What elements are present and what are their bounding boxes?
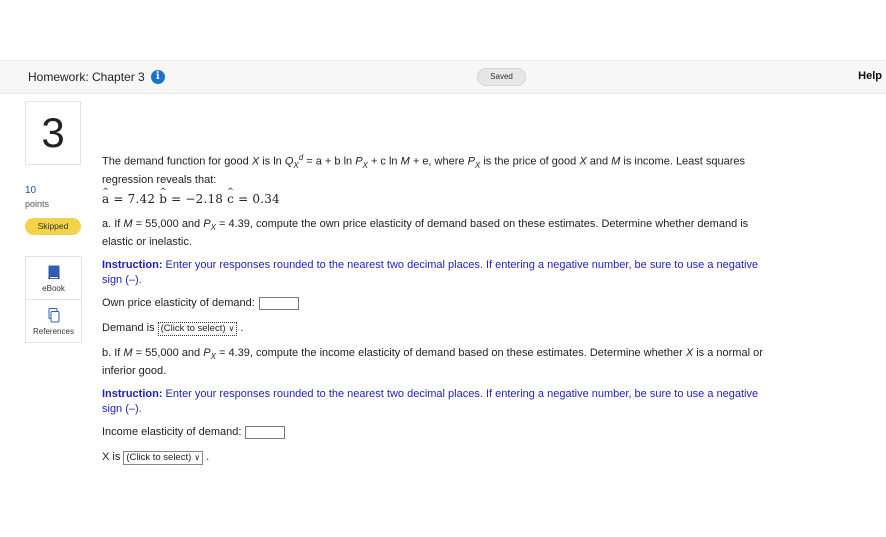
part-a-prompt: a. If M = 55,000 and $P_X = 4.39$, compute the own price elasticity of demand based on these estimates. Determine whether demand is elastic or inelastic. [102, 217, 749, 249]
good-type-row: X is (Click to select) ∨ . [102, 451, 210, 464]
assignment-title-text: Homework: Chapter 3 [28, 70, 145, 84]
estimate-b: ^ b [159, 192, 167, 207]
question-body [102, 150, 772, 475]
question-intro: The demand function for good X is $\ln Q_X^d = a + b$ $\ln P_X + c$ ln M + e, where $P_X$ is the price of good X and M is income. Least squares regression reveals that: [102, 153, 746, 186]
chevron-down-icon: ∨ [228, 324, 235, 334]
estimate-c: ^ c [227, 192, 234, 207]
income-elasticity-row [102, 425, 772, 440]
skipped-status-badge: Skipped [25, 218, 81, 235]
references-button[interactable] [25, 299, 82, 343]
own-price-elasticity-input[interactable] [259, 297, 299, 310]
points-value: 10 [25, 185, 37, 196]
income-elasticity-label: Income elasticity of demand: [102, 426, 242, 439]
demand-is-label: Demand is [102, 322, 155, 335]
own-price-elasticity-label: Own price elasticity of demand: [102, 297, 255, 310]
regression-estimates: ^ a = 7.42 ^ b = −2.18 ^ c = 0.34 [102, 192, 772, 207]
assignment-header [0, 60, 886, 94]
chevron-down-icon: ∨ [194, 453, 201, 463]
points-label: points [25, 199, 50, 209]
ebook-label: eBook [42, 284, 65, 293]
part-a-instruction: Instruction: Enter your responses rounded to the nearest two decimal places. If entering a negative number, be sure to use a negative sign (–). [102, 259, 759, 287]
ebook-button[interactable] [25, 256, 82, 300]
info-icon[interactable]: i [151, 70, 165, 84]
demand-type-select[interactable]: (Click to select) ∨ [158, 322, 238, 336]
own-price-elasticity-row [102, 296, 772, 311]
part-b-prompt: b. If M = 55,000 and $P_X = 4.39$, compute the income elasticity of demand based on these estimates. Determine whether X is a normal or inferior good. [102, 347, 763, 378]
part-b-instruction: Instruction: Enter your responses rounded to the nearest two decimal places. If entering a negative number, be sure to use a negative sign (–). [102, 388, 759, 416]
demand-type-row: Demand is (Click to select) ∨ . [102, 322, 244, 335]
assignment-title [28, 70, 165, 84]
book-icon [48, 265, 60, 280]
references-label: References [33, 327, 74, 336]
income-elasticity-input[interactable] [245, 426, 285, 439]
help-link[interactable]: Help [858, 70, 882, 82]
question-number: 3 [25, 101, 81, 165]
saved-status-badge: Saved [477, 68, 526, 86]
documents-icon [48, 308, 60, 323]
estimate-a: ^ a [102, 192, 109, 207]
x-is-label: X is [102, 451, 121, 464]
good-type-select[interactable]: (Click to select) ∨ [123, 451, 203, 465]
